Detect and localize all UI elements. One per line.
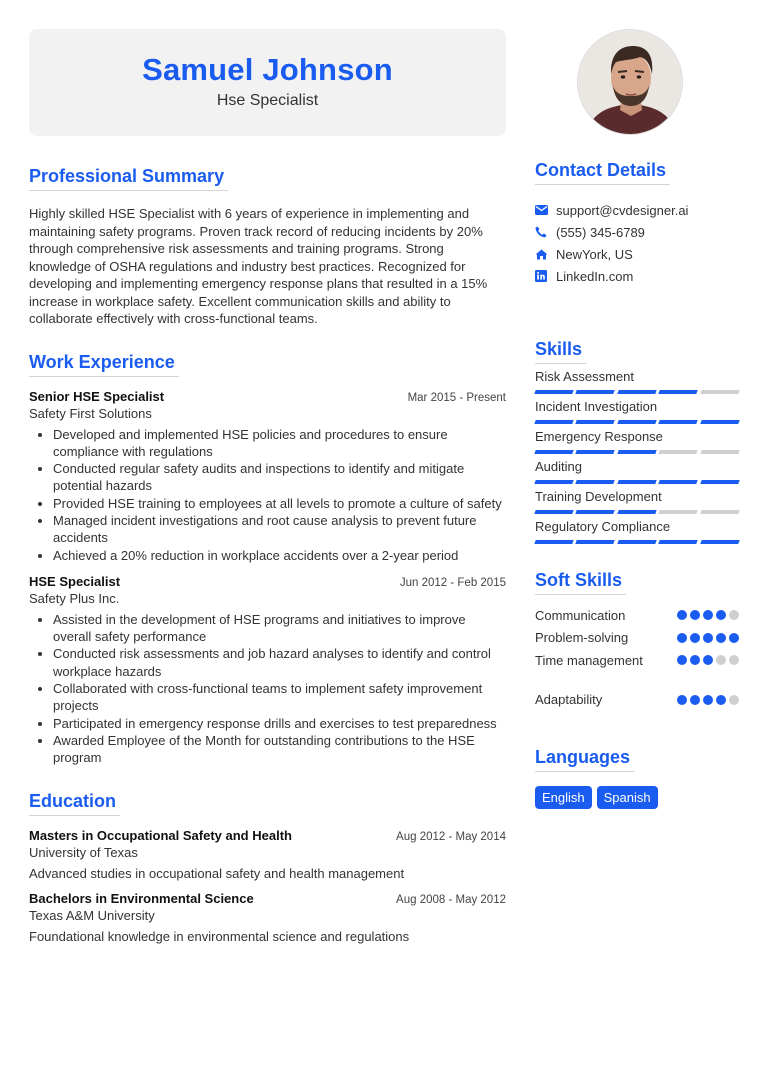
skill-bar-segment xyxy=(700,390,740,394)
skill-level-bar xyxy=(535,480,739,484)
skill-bar-segment xyxy=(658,480,698,484)
rating-dot xyxy=(716,633,726,643)
skill-bar-segment xyxy=(576,480,616,484)
rating-dot xyxy=(716,695,726,705)
contact-location xyxy=(535,243,739,265)
skill-bar-segment xyxy=(700,480,740,484)
contact-text: LinkedIn.com xyxy=(556,268,634,284)
skill-bar-segment xyxy=(658,540,698,544)
skill-name: Risk Assessment xyxy=(535,369,634,384)
job-bullet: • Awarded Employee of the Month for outstanding contributions to the HSE program xyxy=(53,732,506,767)
soft-skill-row xyxy=(535,649,739,672)
skill-bar-segment xyxy=(534,510,574,514)
job-bullet: • Participated in emergency response drills and exercises to test preparedness xyxy=(53,715,506,732)
soft-skill-row xyxy=(535,604,739,627)
candidate-name: Samuel Johnson xyxy=(142,52,393,87)
skill-bar-segment xyxy=(617,390,657,394)
summary-text: Highly skilled HSE Specialist with 6 years of experience in implementing and maintaining safety programs. Proven track record of reducing incidents by 20% through comprehensive risk assessments and training programs. Strong knowledge of OSHA regulations and industry best practices. Recognized for developing and implementing emergency response plans that resulted in a 15% increase in workplace safety. Excellent communication skills and ability to collaborate effectively with cross-functional teams. xyxy=(29,206,488,326)
degree-name: Bachelors in Environmental Science xyxy=(29,890,254,906)
contact-section xyxy=(535,160,739,287)
rating-dot xyxy=(677,655,687,665)
skill-item xyxy=(535,459,739,484)
job-bullet: • Managed incident investigations and root cause analysis to prevent future accidents xyxy=(53,512,506,547)
education-entry xyxy=(29,891,506,944)
skill-bar-segment xyxy=(534,480,574,484)
rating-dot xyxy=(703,695,713,705)
job-bullets xyxy=(29,426,506,564)
summary-heading: Professional Summary xyxy=(29,166,228,191)
soft-skill-name: Time management xyxy=(535,652,643,668)
contact-text: (555) 345-6789 xyxy=(556,224,645,240)
main-column xyxy=(29,166,506,944)
job-bullet: • Conducted risk assessments and job hazard analyses to identify and control workplace hazards xyxy=(53,645,506,680)
job-date: Mar 2015 - Present xyxy=(407,391,506,404)
linkedin-icon xyxy=(535,270,556,282)
education-entry xyxy=(29,828,506,881)
skill-bar-segment xyxy=(700,540,740,544)
skill-bar-segment xyxy=(617,420,657,424)
skill-level-bar xyxy=(535,390,739,394)
sidebar-column xyxy=(535,160,739,809)
rating-dot xyxy=(703,655,713,665)
job-bullet: • Conducted regular safety audits and inspections to identify and mitigate potential hazards xyxy=(53,460,506,495)
skill-bar-segment xyxy=(534,390,574,394)
rating-dot xyxy=(690,695,700,705)
rating-dot xyxy=(703,610,713,620)
contact-text: NewYork, US xyxy=(556,246,633,262)
skill-name: Auditing xyxy=(535,459,582,474)
rating-dot xyxy=(729,695,739,705)
rating-dot xyxy=(729,633,739,643)
degree-name: Masters in Occupational Safety and Health xyxy=(29,827,292,843)
summary-section xyxy=(29,166,506,328)
education-description: Foundational knowledge in environmental science and regulations xyxy=(29,928,410,944)
contact-phone[interactable] xyxy=(535,221,739,243)
skill-bar-segment xyxy=(658,420,698,424)
skill-item xyxy=(535,369,739,394)
profile-photo xyxy=(577,29,683,135)
skill-bar-segment xyxy=(576,540,616,544)
soft-skill-name: Problem-solving xyxy=(535,630,629,646)
skill-bar-segment xyxy=(700,450,740,454)
skill-bar-segment xyxy=(658,390,698,394)
contact-heading: Contact Details xyxy=(535,160,670,185)
home-icon xyxy=(535,249,556,260)
skill-bar-segment xyxy=(617,540,657,544)
job-company: Safety First Solutions xyxy=(29,405,152,421)
job-role: HSE Specialist xyxy=(29,573,121,589)
soft-skills-section xyxy=(535,570,739,711)
skill-level-bar xyxy=(535,420,739,424)
languages-heading: Languages xyxy=(535,747,634,772)
job-company: Safety Plus Inc. xyxy=(29,590,120,606)
skill-level-bar xyxy=(535,540,739,544)
skill-item xyxy=(535,399,739,424)
phone-icon xyxy=(535,226,556,238)
language-badge: Spanish xyxy=(597,786,658,809)
skill-item xyxy=(535,489,739,514)
job-bullet: • Assisted in the development of HSE programs and initiatives to improve overall safety performance xyxy=(53,611,506,646)
soft-skill-row xyxy=(535,627,739,650)
skill-name: Regulatory Compliance xyxy=(535,519,671,534)
contact-linkedin[interactable] xyxy=(535,265,739,287)
education-date: Aug 2012 - May 2014 xyxy=(396,830,506,843)
rating-dot xyxy=(690,655,700,665)
skill-bar-segment xyxy=(617,480,657,484)
skill-item xyxy=(535,519,739,544)
education-date: Aug 2008 - May 2012 xyxy=(396,893,506,906)
rating-dot xyxy=(690,610,700,620)
rating-dot xyxy=(729,610,739,620)
education-heading: Education xyxy=(29,791,120,816)
skills-section xyxy=(535,339,739,544)
skill-level-bar xyxy=(535,510,739,514)
language-badge: English xyxy=(535,786,592,809)
skill-bar-segment xyxy=(658,510,698,514)
job-bullet: • Provided HSE training to employees at all levels to promote a culture of safety xyxy=(53,495,506,512)
education-section xyxy=(29,791,506,944)
school-name: Texas A&M University xyxy=(29,907,155,923)
skill-bar-segment xyxy=(576,510,616,514)
job-entry xyxy=(29,389,506,564)
skill-level-bar xyxy=(535,450,739,454)
rating-dot xyxy=(690,633,700,643)
job-bullet: • Collaborated with cross-functional teams to implement safety improvement projects xyxy=(53,680,506,715)
rating-dot xyxy=(677,633,687,643)
rating-dot xyxy=(716,655,726,665)
job-role: Senior HSE Specialist xyxy=(29,388,165,404)
skill-bar-segment xyxy=(700,420,740,424)
school-name: University of Texas xyxy=(29,844,138,860)
rating-dots xyxy=(677,633,739,643)
skill-name: Training Development xyxy=(535,489,662,504)
job-entry xyxy=(29,574,506,767)
candidate-title: Hse Specialist xyxy=(216,92,319,109)
header-box xyxy=(29,29,506,136)
skill-name: Incident Investigation xyxy=(535,399,658,414)
skill-bar-segment xyxy=(658,450,698,454)
skill-name: Emergency Response xyxy=(535,429,663,444)
skill-bar-segment xyxy=(534,420,574,424)
job-bullets xyxy=(29,611,506,767)
skill-bar-segment xyxy=(617,510,657,514)
rating-dot xyxy=(729,655,739,665)
soft-skill-name: Communication xyxy=(535,607,626,623)
experience-section xyxy=(29,352,506,767)
rating-dots xyxy=(677,695,739,705)
skill-bar-segment xyxy=(617,450,657,454)
rating-dot xyxy=(677,610,687,620)
contact-text: support@cvdesigner.ai xyxy=(556,202,689,218)
languages-section xyxy=(535,747,739,809)
rating-dot xyxy=(677,695,687,705)
envelope-icon xyxy=(535,205,556,215)
rating-dot xyxy=(703,633,713,643)
skill-bar-segment xyxy=(576,450,616,454)
skill-bar-segment xyxy=(700,510,740,514)
soft-skill-name: Adaptability xyxy=(535,692,603,708)
rating-dots xyxy=(677,655,739,665)
job-bullet: • Developed and implemented HSE policies and procedures to ensure compliance with regulations xyxy=(53,426,506,461)
skill-bar-segment xyxy=(576,390,616,394)
rating-dots xyxy=(677,610,739,620)
education-description: Advanced studies in occupational safety and health management xyxy=(29,865,405,881)
soft-skill-row xyxy=(535,689,739,712)
skill-bar-segment xyxy=(534,450,574,454)
job-date: Jun 2012 - Feb 2015 xyxy=(399,576,506,589)
skill-item xyxy=(535,429,739,454)
job-bullet: • Achieved a 20% reduction in workplace accidents over a 2-year period xyxy=(53,547,506,564)
skill-bar-segment xyxy=(576,420,616,424)
rating-dot xyxy=(716,610,726,620)
experience-heading: Work Experience xyxy=(29,352,179,377)
contact-email[interactable] xyxy=(535,199,739,221)
skill-bar-segment xyxy=(534,540,574,544)
soft-skills-heading: Soft Skills xyxy=(535,570,626,595)
skills-heading: Skills xyxy=(535,339,586,364)
